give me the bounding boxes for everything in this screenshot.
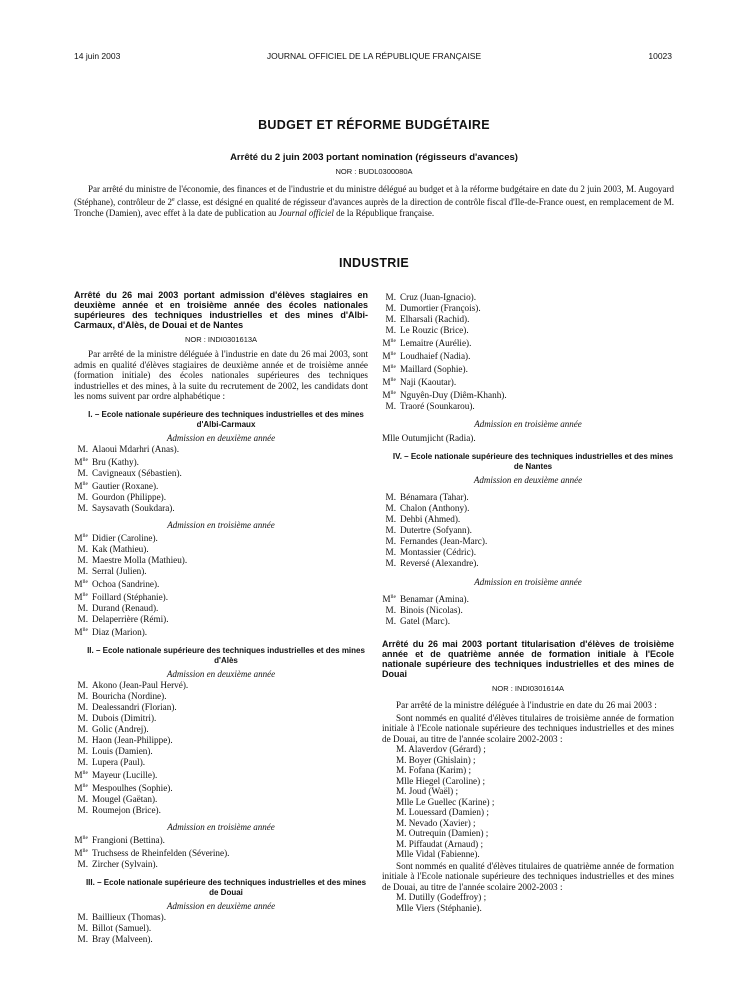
name-entry [74,544,368,555]
civility: $M^{lle}$ [74,782,88,793]
person-name: Serral (Julien). [92,565,147,576]
civility: M. [77,543,88,554]
person-name: Saysavath (Soukdara). [92,502,175,513]
civility: M. [385,616,396,627]
person-name: Didier (Caroline). [92,532,158,543]
name-entry [74,912,368,923]
person-name: Dubois (Dimitri). [92,712,157,723]
person-name: Dumortier (François). [400,303,481,313]
person-name: Lupera (Paul). [92,756,146,767]
civility: $M^{lle}$ [382,390,396,401]
name-entry [74,614,368,625]
civility: M. [385,303,396,313]
name-entry [382,536,674,547]
name-entry [382,325,674,336]
name-entry [74,590,368,603]
civility: M. [385,536,396,547]
person-name: Alaoui Mdarhri (Anas). [92,443,180,454]
arrete1-title: Arrêté du 26 mai 2003 portant admission d'élèves stagiaires en deuxième année et en troisième année des écoles nationales supérieures des techniques industrielles et des mines d'Albi-Carmaux, d'Alès, de Douai et de Nantes [74,290,368,330]
section-douai-third-year-label: Admission en troisième année [474,419,582,430]
civility: M. [385,492,396,503]
civility: M. [77,723,88,734]
civility: M. [385,558,396,569]
person-name: Bray (Malveen). [92,934,153,945]
name-entry [74,757,368,768]
civility: $M^{lle}$ [74,578,88,589]
name-entry: M. Dutilly (Godeffroy) ; [396,892,487,903]
section-albi-third-year-list [74,531,368,638]
section-nantes-second-year-list [382,492,674,569]
right-column [382,292,674,913]
name-entry [74,768,368,781]
person-name: Le Rouzic (Brice). [400,325,469,335]
section-douai-second-year-list-part1 [74,912,368,945]
name-entry [74,577,368,590]
civility: M. [77,690,88,701]
section-douai-second-year-list-part2 [382,292,674,412]
name-entry [382,303,674,314]
budget-nor: NOR : BUDL0300080A [335,167,413,176]
civility: M. [77,491,88,502]
person-name: Foillard (Stéphanie). [92,591,169,602]
header-journal-title: JOURNAL OFFICIEL DE LA RÉPUBLIQUE FRANÇAISE [266,51,482,61]
name-entry [74,805,368,816]
person-name: Bru (Kathy). [92,456,139,467]
civility: $M^{lle}$ [74,480,88,491]
person-name: Baillieux (Thomas). [92,912,166,923]
civility: M. [77,794,88,804]
name-entry [74,625,368,638]
name-entry [74,455,368,468]
arrete2-paragraph-fourth-year: Sont nommés en qualité d'élèves titulaires de quatrième année de formation initiale à l'Ecole nationale supérieure des techniques industrielles et des mines de Douai, au titre de l'année scolaire 2002-2003 : [382,860,674,892]
civility: $M^{lle}$ [382,594,396,605]
civility: $M^{lle}$ [382,351,396,362]
name-entry: M. Nevado (Xavier) ; [396,817,476,828]
person-name: Lemaitre (Aurélie). [400,338,472,349]
name-entry [382,336,674,349]
civility: $M^{lle}$ [382,364,396,375]
civility: M. [77,554,88,565]
name-entry [74,934,368,945]
name-entry: M. Fofana (Karim) ; [396,765,472,776]
civility: M. [385,514,396,525]
section-douai-second-year-label: Admission en deuxième année [166,901,276,912]
name-entry [74,691,368,702]
name-entry [74,468,368,479]
civility: M. [77,467,88,478]
person-name: Diaz (Marion). [92,626,148,637]
section-ales-second-year-label: Admission en deuxième année [166,668,276,679]
civility: M. [77,613,88,624]
name-entry: M. Joud (Waël) ; [396,786,459,797]
person-name: Maestre Molla (Mathieu). [92,554,188,565]
person-name: Mougel (Gaëtan). [92,794,158,804]
name-entry [74,724,368,735]
name-entry [74,746,368,757]
person-name: Fernandes (Jean-Marc). [400,536,488,547]
civility: M. [77,565,88,576]
person-name: Mayeur (Lucille). [92,769,158,780]
person-name: Mespoulhes (Sophie). [92,783,173,793]
person-name: Traoré (Sounkarou). [400,401,475,412]
person-name: Chalon (Anthony). [400,503,470,514]
name-entry [382,375,674,388]
left-column [74,290,368,945]
name-entry: M. Alaverdov (Gérard) ; [396,744,486,755]
arrete2-third-year-list [382,744,674,860]
section-albi-second-year-list [74,444,368,514]
person-name: Gourdon (Philippe). [92,491,167,502]
name-entry: Mlle Hiegel (Caroline) ; [396,775,486,786]
name-entry [74,531,368,544]
name-entry [74,794,368,805]
civility: M. [385,525,396,536]
person-name: Dealessandri (Florian). [92,701,177,712]
person-name: Gautier (Roxane). [92,480,159,491]
person-name: Delaperrière (Rémi). [92,613,169,624]
person-name: Cruz (Juan-Ignacio). [400,292,477,302]
budget-heading: BUDGET ET RÉFORME BUDGÉTAIRE [258,118,490,132]
civility: M. [77,923,88,934]
section-nantes-title: IV. – Ecole nationale supérieure des techniques industrielles et des mines de Nantes [392,452,674,472]
name-entry [382,547,674,558]
name-entry [74,846,368,859]
name-entry [74,923,368,934]
page-header [0,51,748,63]
name-entry [74,680,368,691]
civility: M. [77,805,88,815]
civility: M. [77,712,88,723]
person-name: Bouricha (Nordine). [92,690,167,701]
person-name: Roumejon (Brice). [92,805,161,815]
section-nantes-second-year-label: Admission en deuxième année [473,475,583,486]
civility: M. [385,547,396,558]
name-entry [74,566,368,577]
name-entry [74,603,368,614]
industrie-heading: INDUSTRIE [338,256,410,270]
section-albi-third-year-label: Admission en troisième année [167,519,275,530]
name-entry [382,349,674,362]
civility: M. [77,679,88,690]
person-name: Louis (Damien). [92,745,153,756]
person-name: Truchsess de Rheinfelden (Séverine). [92,848,230,859]
header-page-number: 10023 [648,51,672,61]
civility: $M^{lle}$ [74,532,88,543]
name-entry [382,525,674,536]
name-entry [382,558,674,569]
name-entry [74,555,368,566]
person-name: Nguyên-Duy (Diêm-Khanh). [400,390,507,401]
person-name: Golic (Andrej). [92,723,149,734]
section-albi-title: I. – Ecole nationale supérieure des techniques industrielles et des mines d'Albi-Carmaux [88,409,364,429]
person-name: Naji (Kaoutar). [400,377,457,388]
civility: M. [77,756,88,767]
person-name: Benamar (Amina). [400,594,469,605]
person-name: Reversé (Alexandre). [400,558,479,569]
name-entry [382,401,674,412]
civility: M. [77,934,88,945]
name-entry [74,492,368,503]
arrete1-nor: NOR : INDI0301613A [184,335,258,344]
civility: M. [77,734,88,745]
name-entry [382,492,674,503]
person-name: Loudhaief (Nadia). [400,351,471,362]
person-name: Maillard (Sophie). [400,364,468,375]
arrete2-fourth-year-list [382,892,674,913]
civility: M. [77,745,88,756]
name-entry [382,388,674,401]
civility: $M^{lle}$ [382,377,396,388]
name-entry [382,514,674,525]
name-entry [74,702,368,713]
person-name: Montassier (Cédric). [400,547,477,558]
person-name: Dehbi (Ahmed). [400,514,461,525]
name-entry [382,503,674,514]
section-nantes-third-year-label: Admission en troisième année [474,577,582,588]
civility: M. [77,701,88,712]
civility: M. [385,401,396,412]
person-name: Elharsali (Rachid). [400,314,470,324]
name-entry [74,444,368,455]
person-name: Kak (Mathieu). [92,543,149,554]
arrete2-intro: Par arrêté de la ministre déléguée à l'industrie en date du 26 mai 2003 : [396,700,657,711]
civility: M. [77,443,88,454]
arrete2-nor: NOR : INDI0301614A [491,684,565,694]
section-ales-second-year-list [74,680,368,816]
civility: $M^{lle}$ [74,835,88,846]
name-entry: M. Boyer (Ghislain) ; [396,754,476,765]
name-entry [382,362,674,375]
name-entry [74,503,368,514]
civility: M. [385,314,396,324]
person-name: Billot (Samuel). [92,923,152,934]
name-entry: M. Outrequin (Damien) ; [396,828,489,839]
section-douai-title: III. – Ecole nationale supérieure des techniques industrielles et des mines de Douai [85,878,367,898]
civility: M. [385,605,396,616]
person-name: Binois (Nicolas). [400,605,463,616]
name-entry [382,292,674,303]
name-entry [74,735,368,746]
section-ales-title: II. – Ecole nationale supérieure des techniques industrielles et des mines d'Alès [87,645,365,665]
person-name: Frangioni (Bettina). [92,835,165,846]
name-entry: M. Piffaudat (Arnaud) ; [396,838,484,849]
civility: M. [77,912,88,923]
person-name: Gatel (Marc). [400,616,450,627]
person-name: Durand (Renaud). [92,602,159,613]
civility: M. [77,602,88,613]
name-entry [382,605,674,616]
name-entry [74,479,368,492]
civility: M. [385,292,396,302]
name-entry [382,592,674,605]
person-name: Zircher (Sylvain). [92,859,158,870]
name-entry: Mlle Viers (Stéphanie). [396,902,482,913]
name-entry [382,616,674,627]
name-entry: Mlle Vidal (Fabienne). [396,849,480,860]
name-entry: Mlle Le Guellec (Karine) ; [396,796,495,807]
civility: $M^{lle}$ [74,626,88,637]
person-name: Ochoa (Sandrine). [92,578,160,589]
name-entry [74,713,368,724]
person-name: Dutertre (Sofyann). [400,525,472,536]
section-douai-third-year-entry: Mlle Outumjicht (Radia). [382,433,476,444]
name-entry [74,859,368,870]
civility: $M^{lle}$ [74,769,88,780]
arrete2-title: Arrêté du 26 mai 2003 portant titularisation d'élèves de troisième année et de quatrième année de formation initiale à l'Ecole nationale supérieure des techniques industrielles et des mines de Douai [382,639,674,680]
name-entry [74,833,368,846]
section-ales-third-year-label: Admission en troisième année [167,822,275,832]
section-nantes-third-year-list [382,592,674,627]
civility: M. [77,859,88,870]
name-entry: M. Louessard (Damien) ; [396,807,489,818]
civility: M. [385,503,396,514]
name-entry [382,314,674,325]
civility: M. [385,325,396,335]
arrete2-paragraph-third-year: Sont nommés en qualité d'élèves titulaires de troisième année de formation initiale à l'Ecole nationale supérieure des techniques industrielles et des mines de Douai, au titre de l'année scolaire 2002-2003 : [382,712,674,744]
budget-paragraph: Par arrêté du ministre de l'économie, des finances et de l'industrie et du ministre délégué au budget et à la réforme budgétaire en date du 2 juin 2003, M. Augoyard (Stéphane), contrôleur de 2e classe, est désigné en qualité de régisseur d'avances auprès de la direction de contrôle fiscal d'Ile-de-France ouest, en remplacement de M. Tronche (Damien), avec effet à la date de publication au Journal officiel de la République française. [74,184,674,218]
person-name: Haon (Jean-Philippe). [92,734,173,745]
person-name: Bénamara (Tahar). [400,492,469,503]
section-albi-second-year-label: Admission en deuxième année [166,432,276,443]
name-entry [74,781,368,794]
civility: $M^{lle}$ [74,591,88,602]
section-ales-third-year-list [74,833,368,870]
header-date: 14 juin 2003 [74,51,121,61]
civility: $M^{lle}$ [74,456,88,467]
civility: $M^{lle}$ [74,848,88,859]
civility: $M^{lle}$ [382,338,396,349]
budget-arrete-title: Arrêté du 2 juin 2003 portant nomination (régisseurs d'avances) [230,152,518,163]
person-name: Cavigneaux (Sébastien). [92,467,182,478]
arrete1-intro: Par arrêté de la ministre déléguée à l'industrie en date du 26 mai 2003, sont admis en qualité d'élèves stagiaires de deuxième année et de troisième année (formation initiale) des écoles nationales supérieures des techniques industrielles et des mines, à la suite du recrutement de 2002, les candidats dont les noms suivent par ordre alphabétique : [74,349,368,401]
civility: M. [77,502,88,513]
person-name: Akono (Jean-Paul Hervé). [92,679,189,690]
